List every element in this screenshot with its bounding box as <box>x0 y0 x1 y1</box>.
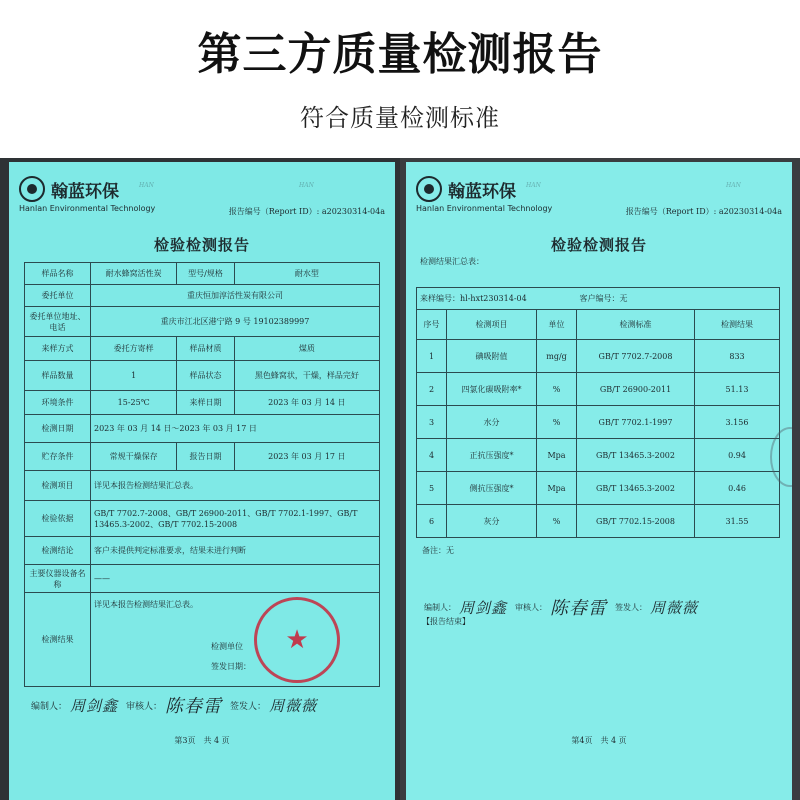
column-header: 检测标准 <box>577 310 695 340</box>
row-value: 2023 年 03 月 14 日 <box>234 391 379 415</box>
cell-unit: % <box>537 373 577 406</box>
signature-row <box>31 692 325 718</box>
approver-signature: 周薇薇 <box>269 696 318 715</box>
column-header: 检测项目 <box>447 310 537 340</box>
cell-unit: Mpa <box>537 439 577 472</box>
cell-no: 2 <box>417 373 447 406</box>
cell-item: 碘吸附值 <box>447 340 537 373</box>
cell-unit: % <box>537 505 577 538</box>
brand-name-cn: 翰蓝环保 <box>51 181 119 202</box>
cell-unit: mg/g <box>537 340 577 373</box>
cell-unit: % <box>537 406 577 439</box>
row-value: 客户未提供判定标准要求，结果未进行判断 <box>91 537 380 565</box>
cell-result: 833 <box>695 340 780 373</box>
inspection-unit-label: 检测单位 <box>211 642 243 651</box>
sample-info-row <box>417 288 780 310</box>
table-row <box>25 537 380 565</box>
row-label: 环境条件 <box>25 391 91 415</box>
approver-label: 签发人： <box>230 701 267 712</box>
cell-no: 5 <box>417 472 447 505</box>
stamp-star-icon: ★ <box>285 625 309 655</box>
cell-standard: GB/T 26900-2011 <box>577 373 695 406</box>
row-value: 耐水型 <box>234 263 379 285</box>
table-row <box>417 406 780 439</box>
row-value: GB/T 7702.7-2008、GB/T 26900-2011、GB/T 7702.1-1997、GB/T 13465.3-2002、GB/T 7702.15-2008 <box>91 501 380 537</box>
cell-item: 侧抗压强度* <box>447 472 537 505</box>
subheadline: 符合质量检测标准 <box>300 104 500 132</box>
row-label: 委托单位 <box>25 285 91 307</box>
result-text: 详见本报告检测结果汇总表。 <box>94 600 198 609</box>
table-row <box>25 443 380 471</box>
summary-label: 检测结果汇总表： <box>420 257 484 266</box>
table-row <box>25 337 380 361</box>
report-page-3 <box>9 162 395 800</box>
cell-result: 3.156 <box>695 406 780 439</box>
logo-icon <box>416 176 442 202</box>
row-value: 耐水蜂窝活性炭 <box>91 263 177 285</box>
row-label: 委托单位地址、电话 <box>25 307 91 337</box>
author-label: 编制人： <box>31 701 68 712</box>
page-number: 第3页 共 4 页 <box>174 736 230 745</box>
row-label: 来样日期 <box>177 391 234 415</box>
row-label: 样品状态 <box>177 361 234 391</box>
row-label: 贮存条件 <box>25 443 91 471</box>
brand-name-cn: 翰蓝环保 <box>448 181 516 202</box>
table-row <box>25 471 380 501</box>
page-number: 第4页 共 4 页 <box>571 736 627 745</box>
row-label: 来样方式 <box>25 337 91 361</box>
watermark: HAN <box>139 182 154 189</box>
table-row <box>25 501 380 537</box>
client-number: 客户编号：无 <box>577 288 780 310</box>
cell-unit: Mpa <box>537 472 577 505</box>
row-value: —— <box>91 565 380 593</box>
logo-icon <box>19 176 45 202</box>
approver-signature: 周薇薇 <box>650 598 699 617</box>
author-signature: 周剑鑫 <box>459 598 508 617</box>
brand-name-en: Hanlan Environmental Technology <box>19 204 156 213</box>
brand-logo <box>416 176 516 202</box>
table-row <box>25 415 380 443</box>
report-id: 报告编号（Report ID）: a20230314-04a <box>228 207 385 216</box>
row-label: 检测结论 <box>25 537 91 565</box>
table-row <box>25 307 380 337</box>
table-header-row <box>417 310 780 340</box>
cell-item: 正抗压强度* <box>447 439 537 472</box>
cell-no: 3 <box>417 406 447 439</box>
row-value: 重庆市江北区港宁路 9 号 19102389997 <box>91 307 380 337</box>
table-row <box>25 565 380 593</box>
brand-logo <box>19 176 119 202</box>
table-row <box>417 505 780 538</box>
row-value: 常规干燥保存 <box>91 443 177 471</box>
row-label: 报告日期 <box>177 443 234 471</box>
table-row <box>25 285 380 307</box>
row-label: 样品名称 <box>25 263 91 285</box>
cell-result: 0.94 <box>695 439 780 472</box>
reviewer-label: 审核人： <box>126 701 163 712</box>
row-value: 黑色蜂窝状，干燥，样品完好 <box>234 361 379 391</box>
cell-standard: GB/T 7702.15-2008 <box>577 505 695 538</box>
results-table <box>416 287 780 538</box>
brand-name-en: Hanlan Environmental Technology <box>416 204 553 213</box>
row-label: 样品数量 <box>25 361 91 391</box>
row-value: 重庆恒加淳活性炭有限公司 <box>91 285 380 307</box>
table-row <box>25 361 380 391</box>
row-label: 主要仪器设备名称 <box>25 565 91 593</box>
issue-date-label: 签发日期： <box>211 662 251 671</box>
table-row <box>417 472 780 505</box>
row-value: 委托方寄样 <box>91 337 177 361</box>
official-stamp <box>254 597 340 683</box>
headline: 第三方质量检测报告 <box>197 29 603 80</box>
cell-no: 4 <box>417 439 447 472</box>
watermark: HAN <box>526 182 541 189</box>
row-value: 1 <box>91 361 177 391</box>
cell-standard: GB/T 13465.3-2002 <box>577 439 695 472</box>
sample-number: 来样编号：hl-hxt230314-04 <box>417 288 577 310</box>
cell-item: 四氯化碳吸附率* <box>447 373 537 406</box>
cell-no: 6 <box>417 505 447 538</box>
row-value: 煤质 <box>234 337 379 361</box>
author-label: 编制人： <box>424 602 456 612</box>
report-id: 报告编号（Report ID）: a20230314-04a <box>625 207 782 216</box>
report-end: 【报告结束】 <box>422 617 470 626</box>
cell-result: 51.13 <box>695 373 780 406</box>
reviewer-label: 审核人： <box>515 602 548 612</box>
cell-item: 灰分 <box>447 505 537 538</box>
sheet-title: 检验检测报告 <box>550 236 647 254</box>
cell-result: 0.46 <box>695 472 780 505</box>
cell-no: 1 <box>417 340 447 373</box>
remark: 备注：无 <box>422 546 454 555</box>
table-row <box>25 263 380 285</box>
row-label: 检测日期 <box>25 415 91 443</box>
reviewer-signature: 陈春雷 <box>165 696 223 717</box>
cell-result: 31.55 <box>695 505 780 538</box>
cell-item: 水分 <box>447 406 537 439</box>
cell-standard: GB/T 7702.7-2008 <box>577 340 695 373</box>
reviewer-signature: 陈春雷 <box>550 598 608 619</box>
row-label: 检测项目 <box>25 471 91 501</box>
watermark: HAN <box>726 182 741 189</box>
row-value: 2023 年 03 月 17 日 <box>234 443 379 471</box>
table-row <box>417 373 780 406</box>
column-header: 检测结果 <box>695 310 780 340</box>
row-value: 详见本报告检测结果汇总表。 <box>91 471 380 501</box>
cell-standard: GB/T 7702.1-1997 <box>577 406 695 439</box>
table-row <box>417 340 780 373</box>
table-row <box>25 391 380 415</box>
report-page-4 <box>406 162 792 800</box>
approver-label: 签发人： <box>615 602 648 612</box>
row-label: 检验依据 <box>25 501 91 537</box>
watermark: HAN <box>299 182 314 189</box>
row-label: 检测结果 <box>25 593 91 687</box>
column-header: 序号 <box>417 310 447 340</box>
row-label: 型号/规格 <box>177 263 234 285</box>
cell-standard: GB/T 13465.3-2002 <box>577 472 695 505</box>
row-label: 样品材质 <box>177 337 234 361</box>
author-signature: 周剑鑫 <box>70 696 119 715</box>
row-value: 15-25℃ <box>91 391 177 415</box>
column-header: 单位 <box>537 310 577 340</box>
table-row <box>417 439 780 472</box>
sheet-title: 检验检测报告 <box>153 236 250 254</box>
row-value: 2023 年 03 月 14 日～2023 年 03 月 17 日 <box>91 415 380 443</box>
